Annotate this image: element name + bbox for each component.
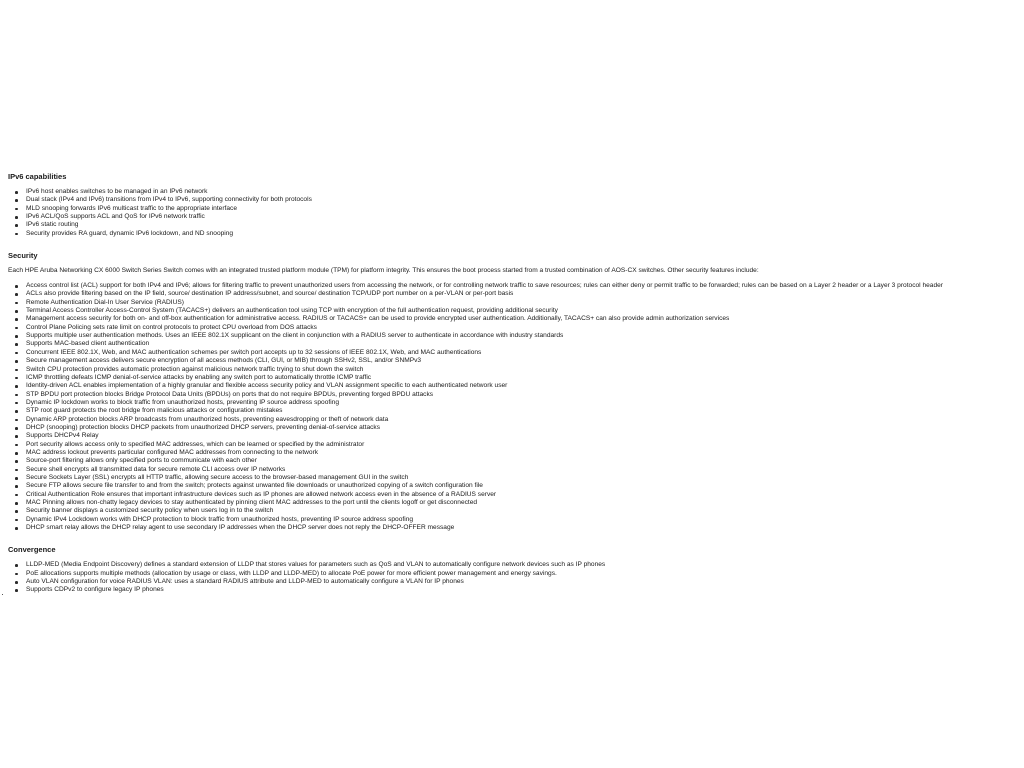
list-item: DHCP smart relay allows the DHCP relay agent to use secondary IP addresses when the DHCP server does not reply the DHCP-OFFER message — [26, 524, 1024, 532]
document-body — [8, 172, 1024, 595]
section-heading: Security — [8, 251, 38, 261]
list-item: Port security allows access only to specified MAC addresses, which can be learned or specified by the administrator — [26, 441, 1024, 449]
list-item: Management access security for both on- and off-box authentication for administrative access. RADIUS or TACACS+ can be used to provide encrypted user authentication. Additionally, TACACS+ can also provide admin authorization services — [26, 315, 1024, 323]
list-item: IPv6 static routing — [26, 221, 1024, 229]
list-item: Dual stack (IPv4 and IPv6) transitions from IPv4 to IPv6, supporting connectivity for both protocols — [26, 196, 1024, 204]
section-heading: IPv6 capabilities — [8, 172, 67, 181]
list-item: Dynamic IPv4 Lockdown works with DHCP protection to block traffic from unauthorized hosts, preventing IP source address spoofing — [26, 516, 1024, 524]
list-item: Critical Authentication Role ensures that important infrastructure devices such as IP phones are allowed network access even in the absence of a RADIUS server — [26, 491, 1024, 499]
section-ipv6-capabilities — [8, 172, 1024, 238]
list-item: Secure shell encrypts all transmitted data for secure remote CLI access over IP networks — [26, 466, 1024, 474]
list-item: MAC address lockout prevents particular configured MAC addresses from connecting to the network — [26, 449, 1024, 457]
list-item: Dynamic ARP protection blocks ARP broadcasts from unauthorized hosts, preventing eavesdropping or theft of network data — [26, 416, 1024, 424]
section-convergence — [8, 545, 1024, 594]
list-item: MAC Pinning allows non-chatty legacy devices to stay authenticated by pinning client MAC addresses to the port until the clients logoff or get disconnected — [26, 499, 1024, 507]
list-item: DHCP (snooping) protection blocks DHCP packets from unauthorized DHCP servers, preventing denial-of-service attacks — [26, 424, 1024, 432]
list-item: STP BPDU port protection blocks Bridge Protocol Data Units (BPDUs) on ports that do not require BPDUs, preventing forged BPDU attacks — [26, 391, 1024, 399]
list-item: Security provides RA guard, dynamic IPv6 lockdown, and ND snooping — [26, 230, 1024, 238]
list-item: Terminal Access Controller Access-Control System (TACACS+) delivers an authentication tool using TCP with encryption of the full authentication request, providing additional security — [26, 307, 1024, 315]
list-item: STP root guard protects the root bridge from malicious attacks or configuration mistakes — [26, 407, 1024, 415]
list-item: Dynamic IP lockdown works to block traffic from unauthorized hosts, preventing IP source address spoofing — [26, 399, 1024, 407]
list-item: IPv6 host enables switches to be managed in an IPv6 network — [26, 188, 1024, 196]
list-item: LLDP-MED (Media Endpoint Discovery) defines a standard extension of LLDP that stores values for parameters such as QoS and VLAN to automatically configure network devices such as IP phones — [26, 561, 1024, 569]
section-intro: Each HPE Aruba Networking CX 6000 Switch Series Switch comes with an integrated trusted platform module (TPM) for platform integrity. This ensures the boot process started from a trusted combination of AOS-CX switches. Other security features include: — [8, 267, 759, 275]
list-item: Secure FTP allows secure file transfer to and from the switch; protects against unwanted file downloads or unauthorized copying of a switch configuration file — [26, 482, 1024, 490]
list-item: Security banner displays a customized security policy when users log in to the switch — [26, 507, 1024, 515]
list-item: Source-port filtering allows only specified ports to communicate with each other — [26, 457, 1024, 465]
list-item: Secure management access delivers secure encryption of all access methods (CLI, GUI, or MIB) through SSHv2, SSL, and/or SNMPv3 — [26, 357, 1024, 365]
list-item: Supports multiple user authentication methods. Uses an IEEE 802.1X supplicant on the client in conjunction with a RADIUS server to authenticate in accordance with industry standards — [26, 332, 1024, 340]
section-security — [8, 251, 1024, 532]
list-item: MLD snooping forwards IPv6 multicast traffic to the appropriate interface — [26, 205, 1024, 213]
bullet-list — [8, 561, 1024, 594]
list-item: Supports MAC-based client authentication — [26, 340, 1024, 348]
list-item: Identity-driven ACL enables implementation of a highly granular and flexible access security policy and VLAN assignment specific to each authenticated network user — [26, 382, 1024, 390]
list-item: ICMP throttling defeats ICMP denial-of-service attacks by enabling any switch port to automatically throttle ICMP traffic — [26, 374, 1024, 382]
list-item: Access control list (ACL) support for both IPv4 and IPv6; allows for filtering traffic to prevent unauthorized users from accessing the network, or for controlling network traffic to save resources; rules can either deny or permit traffic to be forwarded; rules can be based on a Layer 2 header or a Layer 3 protocol header — [26, 282, 1024, 290]
list-item: IPv6 ACL/QoS supports ACL and QoS for IPv6 network traffic — [26, 213, 1024, 221]
list-item: PoE allocations supports multiple methods (allocation by usage or class, with LLDP and LLDP-MED) to allocate PoE power for more efficient power management and energy savings. — [26, 570, 1024, 578]
list-item: Supports CDPv2 to configure legacy IP phones — [26, 586, 1024, 594]
list-item: Switch CPU protection provides automatic protection against malicious network traffic trying to shut down the switch — [26, 366, 1024, 374]
bullet-list — [8, 282, 1024, 532]
margin-mark — [2, 594, 3, 595]
list-item: Concurrent IEEE 802.1X, Web, and MAC authentication schemes per switch port accepts up to 32 sessions of IEEE 802.1X, Web, and MAC authentications — [26, 349, 1024, 357]
list-item: Supports DHCPv4 Relay — [26, 432, 1024, 440]
list-item: Auto VLAN configuration for voice RADIUS VLAN: uses a standard RADIUS attribute and LLDP-MED to automatically configure a VLAN for IP phones — [26, 578, 1024, 586]
list-item: ACLs also provide filtering based on the IP field, source/ destination IP address/subnet, and source/ destination TCP/UDP port number on a per-VLAN or per-port basis — [26, 290, 1024, 298]
list-item: Secure Sockets Layer (SSL) encrypts all HTTP traffic, allowing secure access to the browser-based management GUI in the switch — [26, 474, 1024, 482]
bullet-list — [8, 188, 1024, 238]
list-item: Control Plane Policing sets rate limit on control protocols to protect CPU overload from DOS attacks — [26, 324, 1024, 332]
list-item: Remote Authentication Dial-In User Service (RADIUS) — [26, 299, 1024, 307]
section-heading: Convergence — [8, 545, 56, 555]
